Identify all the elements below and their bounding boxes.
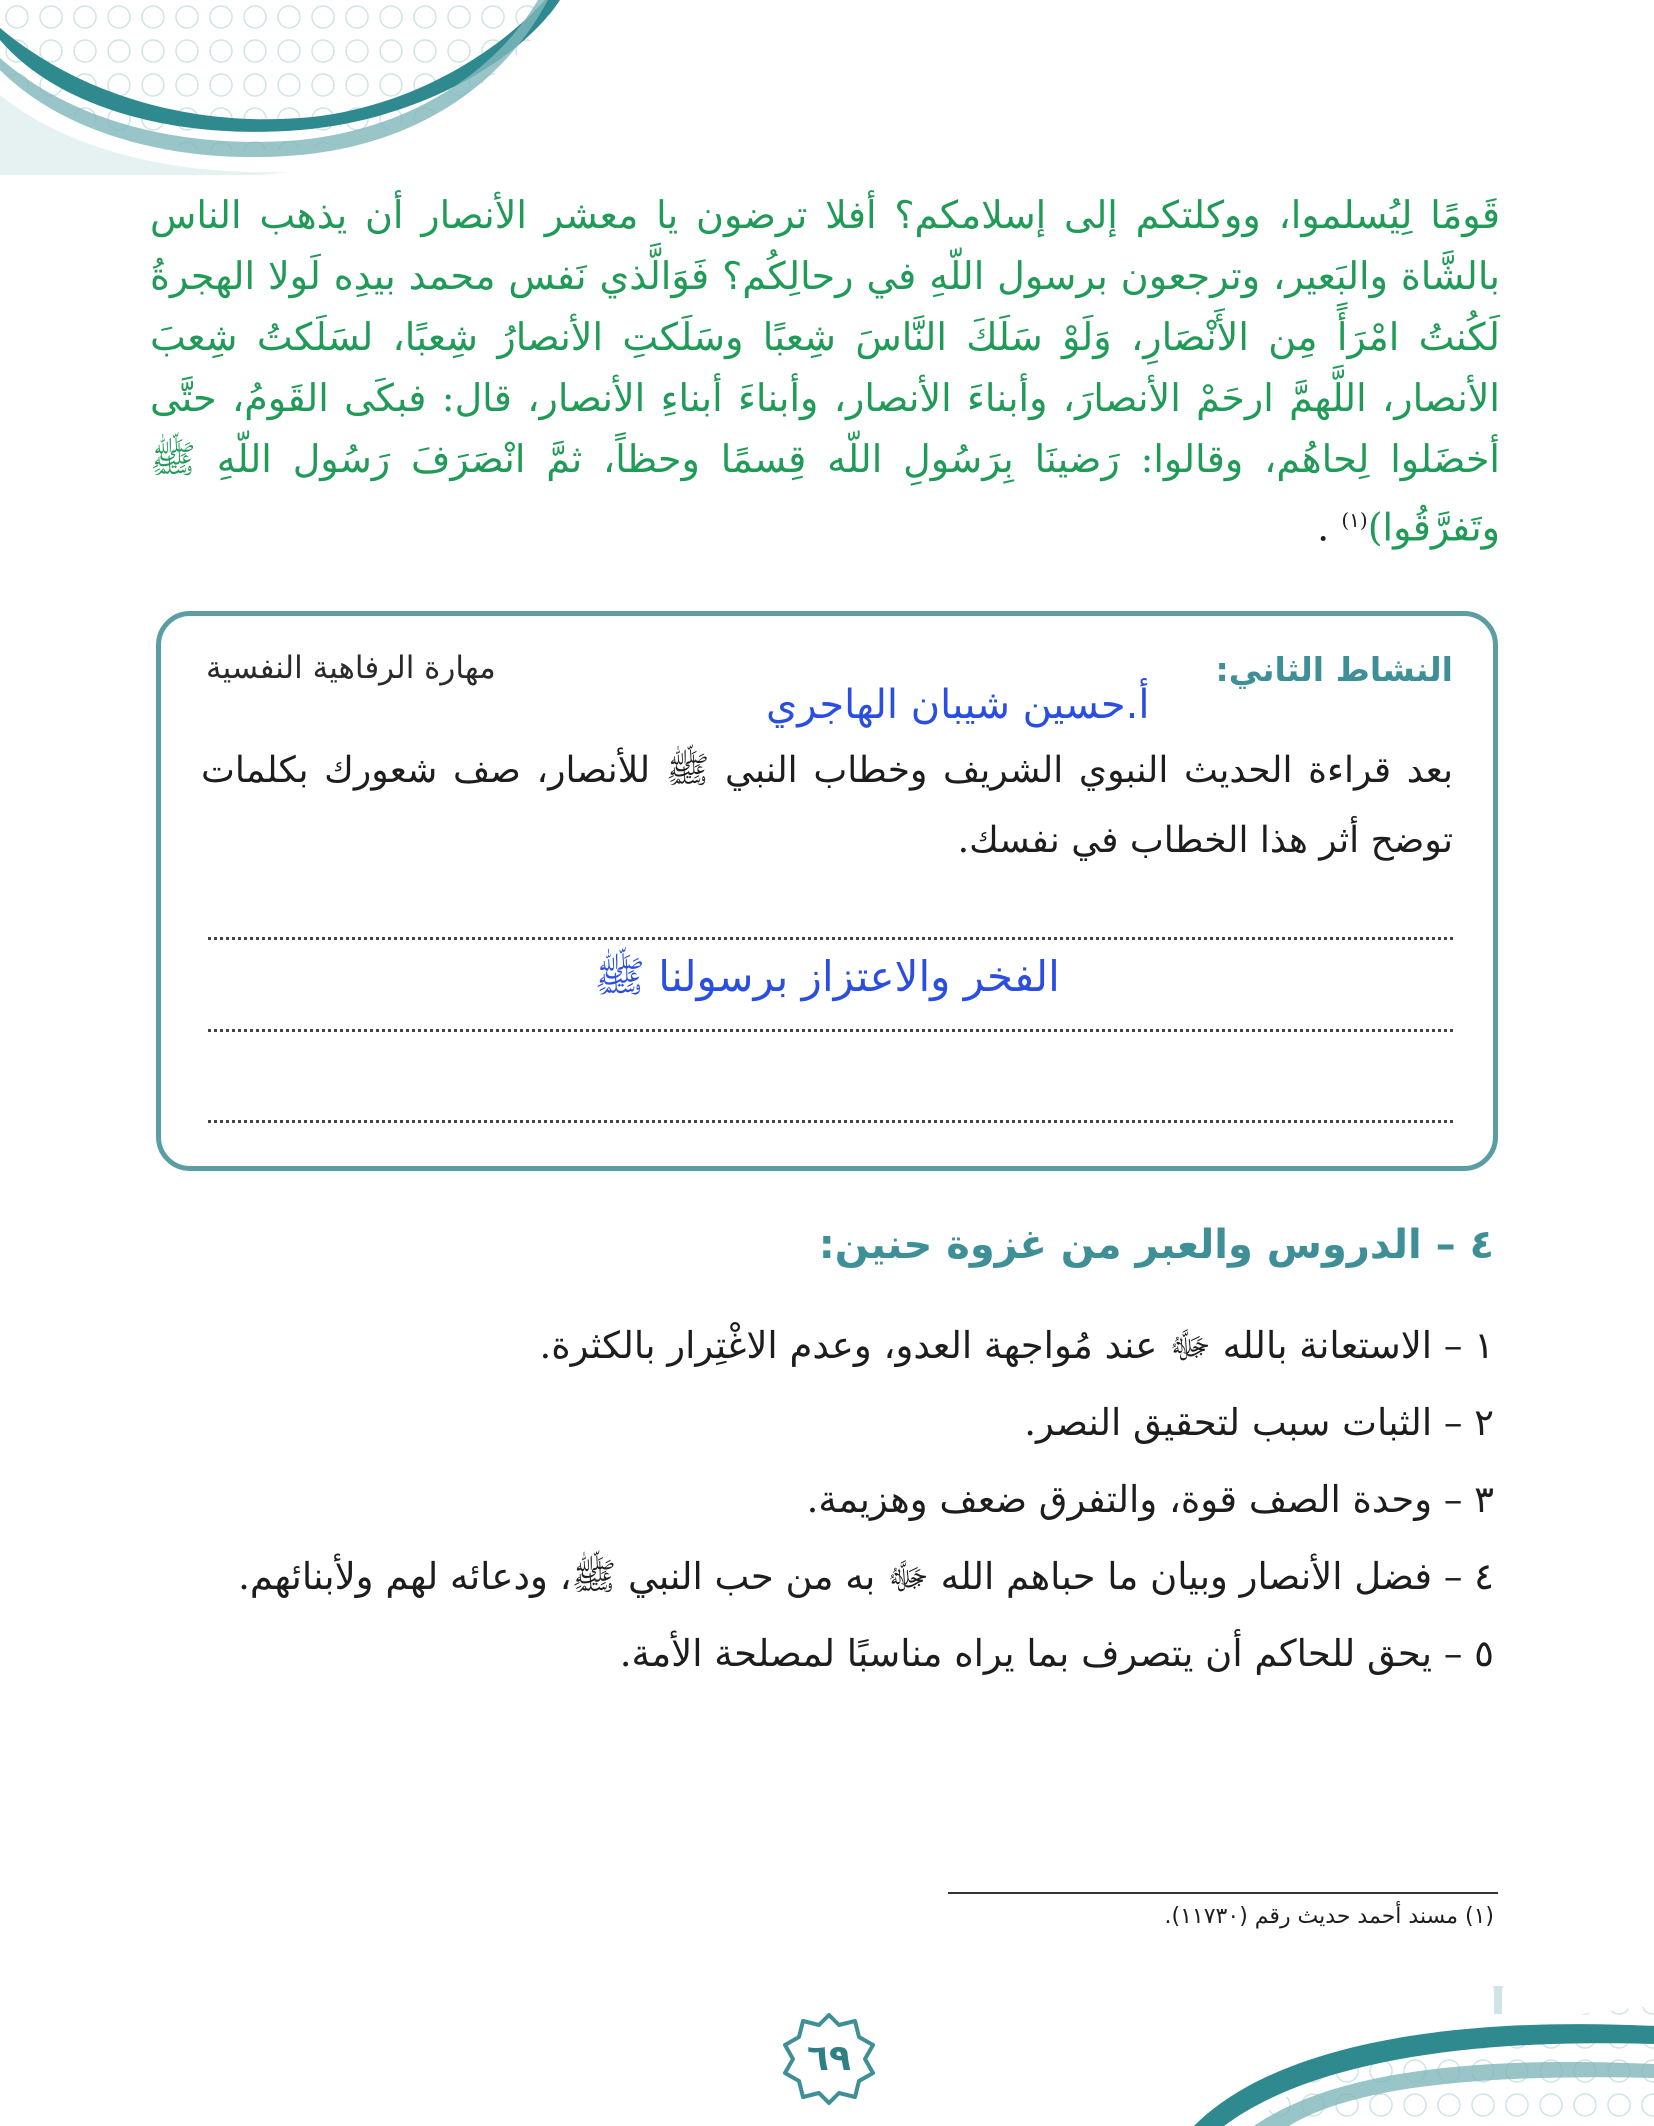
- answer-line-1[interactable]: [208, 937, 1453, 940]
- list-item: ٤ – فضل الأنصار وبيان ما حباهم الله ﷻ به من حب النبي ﷺ، ودعائه لهم ولأبنائهم.: [238, 1555, 1494, 1598]
- activity-prompt: بعد قراءة الحديث النبوي الشريف وخطاب النبي ﷺ للأنصار، صف شعورك بكلمات توضح أثر هذا الخطاب في نفسك.: [201, 750, 1453, 861]
- list-item: ٢ – الثبات سبب لتحقيق النصر.: [1024, 1401, 1494, 1444]
- footnote-marker: (١): [1341, 508, 1368, 532]
- lessons-list: [154, 1307, 1494, 1692]
- footnote: (١) مسند أحمد حديث رقم (١١٧٣٠).: [1164, 1904, 1494, 1929]
- activity-box: [156, 611, 1498, 1171]
- list-item: ١ – الاستعانة بالله ﷻ عند مُواجهة العدو، وعدم الاغْتِرار بالكثرة.: [539, 1324, 1494, 1367]
- teacher-name-handwritten: أ.حسين شيبان الهاجري: [766, 682, 1150, 728]
- activity-answer-handwritten: الفخر والاعتزاز برسولنا ﷺ: [594, 952, 1060, 1001]
- page-number: ٦٩: [807, 2038, 851, 2079]
- list-item: ٣ – وحدة الصف قوة، والتفرق ضعف وهزيمة.: [806, 1478, 1494, 1521]
- activity-title: النشاط الثاني:: [1215, 650, 1453, 689]
- footnote-divider: [948, 1892, 1498, 1894]
- hadith-end: .: [1317, 505, 1330, 550]
- answer-line-2[interactable]: [208, 1029, 1453, 1032]
- hadith-text: قَومًا لِيُسلموا، ووكلتكم إلى إسلامكم؟ أفلا ترضون يا معشر الأنصار أن يذهب الناس بالشَّاة والبَعير، وترجعون برسول اللّهِ في رحالِكُم؟ فَوَالَّذي نَفس محمد بيدِه لَولا الهجرةُ لَكُنتُ امْرَأً مِن الأَنْصَارِ، وَلَوْ سَلَكَ النَّاسَ شِعبًا وسَلَكتِ الأنصارُ شِعبًا، لسَلَكتُ شِعبَ الأنصار، اللَّهمَّ ارحَمْ الأنصارَ، وأبناءَ الأنصار، وأبناءَ أبناءِ الأنصار، قال: فبكَى القَومُ، حتَّى أخضَلوا لِحاهُم، وقالوا: رَضينَا بِرَسُولِ اللّه قِسمًا وحظاً، ثمَّ انْصَرَفَ رَسُول اللّهِ ﷺ وتَفرَّقُوا): [150, 193, 1500, 550]
- activity-skill-label: مهارة الرفاهية النفسية: [206, 650, 496, 686]
- list-item: ٥ – يحق للحاكم أن يتصرف بما يراه مناسبًا لمصلحة الأمة.: [619, 1632, 1494, 1675]
- top-corner-decoration: [0, 0, 560, 175]
- hadith-paragraph: [150, 185, 1500, 559]
- bottom-corner-decoration: [1194, 1986, 1654, 2126]
- answer-line-3[interactable]: [208, 1120, 1453, 1123]
- section-heading: ٤ – الدروس والعبر من غزوة حنين:: [818, 1222, 1494, 1268]
